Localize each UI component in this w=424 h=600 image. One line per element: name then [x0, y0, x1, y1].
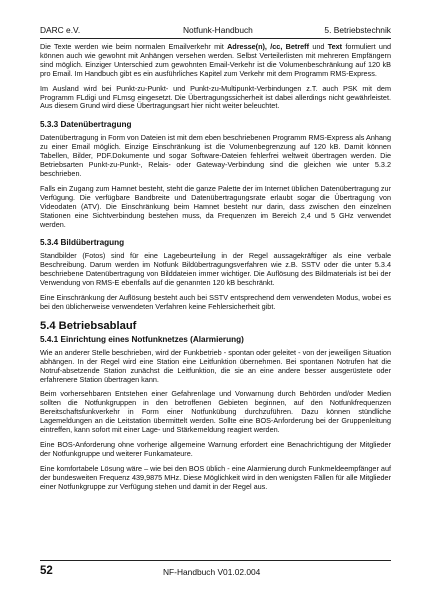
page-content [40, 43, 391, 498]
heading-betriebsablauf: 5.4 Betriebsablauf [40, 319, 137, 332]
text-run: formuliert und können auch wie gewohnt mit Anhängen versehen werden. Selbst Verteilerlisten mit mehreren Empfängern sind möglich. Einziger Unterschied zum gewohnten Email-Verkehr ist die Volumenbeschränkung auf 120 kB pro Email. Im Handbuch gibt es ein ausführliches Kapitel zum Verkehr mit dem Programm RMS-Express. [40, 42, 392, 78]
page-header [40, 24, 391, 36]
header-title: Notfunk-Handbuch [183, 25, 253, 35]
paragraph-data-transfer: Datenübertragung in Form von Dateien ist mit dem eben beschriebenen Programm RMS-Express als Anhang zu einer Email möglich. Einzige Einschränkung ist die Volumenbegrenzung auf 120 kB. Damit können Tabellen, Bilder, PDF.Dokumente und sogar Software-Dateien fehlerfrei weltweit übertragen werden. Die Betriebsarten Punkt-zu-Punkt-, Relais- oder Gateway-Verbindung sind die gleichen wie unter 5.3.2 beschrieben. [40, 133, 391, 178]
page-footer [40, 564, 391, 578]
text-run: und [309, 42, 328, 51]
heading-datenuebertragung: 5.3.3 Datenübertragung [40, 120, 132, 130]
paragraph-bos-request: Eine BOS-Anforderung ohne vorherige allgemeine Warnung erfordert eine Benachrichtigung der Mitglieder der Notfunkgruppe und weiterer Funkamateure. [40, 440, 391, 458]
paragraph-psk: Im Ausland wird bei Punkt-zu-Punkt- und Punkt-zu-Multipunkt-Verbindungen z.T. auch PSK mit dem Programm FLdigi und FLmsg eingesetzt. Die Übertragungssicherheit ist dabei allerdings nicht gewährleistet. Aus diesem Grund wird diese Übertragungsart hier nicht weiter beleuchtet. [40, 83, 391, 111]
header-chapter: 5. Betriebstechnik [324, 25, 391, 35]
header-rule [40, 38, 391, 39]
paragraph-image-transfer: Standbilder (Fotos) sind für eine Lagebeurteilung in der Regel aussagekräftiger als eine verbale Beschreibung. Darum werden im Notfunk Bildübertragungsverfahren wie z.B. SSTV oder die unter 5.3.4 beschriebene Datenübertragung von Bilddateien immer wichtiger. Die Auflösung des Bildmaterials ist bei der Verwendung von RMS-E ebenfalls auf die genannten 120 kB beschränkt. [40, 251, 391, 288]
heading-bilduebertragung: 5.3.4 Bildübertragung [40, 238, 125, 248]
paragraph-warning: Beim vorhersehbaren Entstehen einer Gefahrenlage und Vorwarnung durch Behörden und/oder Medien sollten die Notfunkgruppen in den betroffenen Gebieten beginnen, auf den Notfunkfrequenzen Bereitschaftsfunkverkehr in Form einer Notfunkübung durchzuführen. Dazu können stündliche Lagemeldungen an die Leitstation übermittelt werden. Sollte eine BOS-Anforderung bei der Gruppenleitung eintreffen, kann sofort mit einer Lage- und Stärkemeldung reagiert werden. [40, 389, 391, 435]
paragraph-pager-alarm: Eine komfortabele Lösung wäre – wie bei den BOS üblich - eine Alarmierung durch Funkmeldeempfänger auf der bundesweiten Frequenz 439,9875 MHz. Diese Möglichkeit wird in den wenigsten Fällen für alle Mitglieder einer Notfunkgruppe zur Verfügung stehen und damit in der Regel aus. [40, 463, 391, 491]
paragraph-sstv-limit: Eine Einschränkung der Auflösung besteht auch bei SSTV entsprechend dem verwendeten Modus, wobei es bei den üblicherweise verwendeten Verfahren keine Fehlersicherheit gibt. [40, 293, 391, 311]
bold-text-address: Adresse(n), /cc, Betreff [227, 42, 310, 51]
page-number: 52 [40, 565, 53, 577]
text-run: Die Texte werden wie beim normalen Emailverkehr mit [40, 42, 228, 51]
heading-alarmierung: 5.4.1 Einrichtung eines Notfunknetzes (Alarmierung) [40, 334, 244, 344]
footer-rule [40, 560, 391, 561]
bold-text-text: Text [327, 42, 343, 51]
footer-version: NF-Handbuch V01.02.004 [163, 567, 261, 577]
paragraph-lead-station: Wie an anderer Stelle beschrieben, wird der Funkbetrieb - spontan oder geleitet - von der jeweiligen Situation abhängen. In der Regel wird eine Station eine Leitfunktion übernehmen. Bei spontanen Notrufen hat die Notruf-absetzende Station zunächst die Leitfunktion, die sie an eine andere besser ausgerüstete oder erfahrenere Station übertragen kann. [40, 347, 391, 384]
header-organization: DARC e.V. [40, 25, 81, 35]
paragraph-email-format [40, 43, 391, 79]
paragraph-hamnet: Falls ein Zugang zum Hamnet besteht, steht die ganze Palette der im Internet üblichen Datenübertragung zur Verfügung. Die verfügbare Bandbreite und Datenübertragungsrate erlaubt sogar die Übertragung von Videodaten (ATV). Die Einschränkung beim Hamnet besteht nur darin, dass zwischen den einzelnen Stationen eine Sichtverbindung bestehen muss, da Frequenzen im Bereich 2,4 und 5 GHz verwendet werden. [40, 183, 391, 229]
